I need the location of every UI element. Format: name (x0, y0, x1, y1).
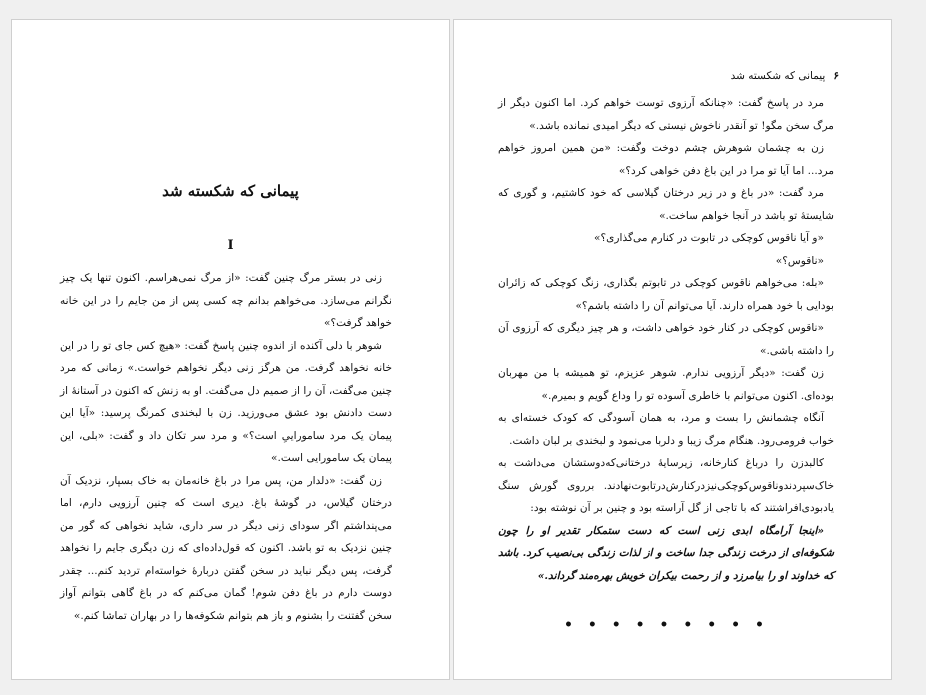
paragraph: «و آیا ناقوس کوچکی در تابوت در کنارم می‌گذاری؟» (594, 232, 824, 244)
paragraph: زن گفت: «دیگر آرزویی ندارم. شوهر عزیزم، تو همیشه با من مهربان بوده‌ای. اکنون می‌توانم با خاطری آسوده تو را وداع گویم و بمیرم.» (498, 367, 834, 402)
ornament-dot: • (587, 617, 597, 633)
right-page-body (498, 92, 834, 587)
ornament-dot: • (635, 617, 645, 633)
paragraph: آنگاه چشمانش را بست و مرد، به همان آسودگی که کودک خسته‌ای به خواب فرومی‌رود. هنگام مرگ زیبا و دلربا می‌نمود و لبخندی بر لبان داشت. (498, 412, 834, 447)
ornament-dot: • (611, 617, 621, 633)
paragraph: «ناقوس؟» (775, 254, 824, 267)
book-page-left (11, 19, 450, 680)
ornament-dot: • (564, 617, 573, 633)
ornament-dot: • (731, 617, 741, 633)
section-numeral: I (227, 238, 234, 253)
paragraph: «بله: می‌خواهم ناقوس کوچکی در تابوتم بگذاری، زنگ کوچکی که زائران بودایی با خود همراه دارند. آیا می‌توانم آن را داشته باشم؟» (498, 277, 834, 312)
running-head (508, 69, 839, 83)
left-page-body (60, 267, 392, 627)
paragraph: کالبدزن را درباغ کنارخانه، زیرسایهٔ درختانی‌که‌دوستشان می‌داشت به خاک‌سپردندوناقوس‌کوچکی‌نیز‌درکنارش‌درتابوت‌نهادند. برروی گورش سنگ یادبودی‌افراشتند که با تاجی از گل آراسته بود و چنین بر آن نوشته بود: (498, 457, 834, 514)
ornament-dot: • (707, 617, 717, 633)
paragraph: مرد گفت: «در باغ و در زیر درختان گیلاسی که خود کاشتیم، و گوری که شایستهٔ تو باشد در آنجا خواهم ساخت.» (498, 187, 834, 222)
page-number: ۶ (833, 70, 839, 82)
paragraph: شوهر با دلی آکنده از اندوه چنین پاسخ گفت: «هیچ کس جای تو را در این خانه نخواهد گرفت. من هرگز زنی دیگر نخواهم خواست.» زمانی که مرد چنین می‌گفت، آن را از صمیم دل می‌گفت. او به زنش که اکنون در آستانهٔ از دست دادنش بود عشق می‌ورزید. زن با لبخندی کمرنگ پرسید: «آیا این پیمان یک مرد ساموراییِ است؟» و مرد سر تکان داد و گفت: «بلی، این پیمان یک سامورایی است.» (60, 339, 392, 464)
paragraph: زن گفت: «دلدار من، پس مرا در باغ خانه‌مان به خاک بسپار، نزدیک آن درختان گیلاس، در گوشهٔ باغ. دیری است که چنین آرزویی دارم، اما می‌پنداشتم اگر سودای زنی دیگر در سر داری، شاید نخواهی که گور من چنین نزدیک به تو باشد. اکنون که قول‌داده‌ای که زن دیگری جایم را نخواهد گرفت، پس دیگر نباید در سخن گفتن دربارهٔ خواسته‌ام تردید کنم... چقدر دوست دارم در باغ دفن شوم! گمان می‌کنم که در باغ گاهی بتوانم آواز سخن گفتنت را بشنوم و باز هم بتوانم شکوفه‌ها را در بهاران تماشا کنم.» (60, 474, 392, 622)
ornament-dot: • (659, 617, 669, 633)
ornament-dot: • (683, 617, 693, 633)
paragraph: زن به چشمان شوهرش چشم دوخت وگفت: «من همین امروز خواهم مرد... اما آیا تو مرا در این باغ دفن خواهی کرد؟» (498, 142, 834, 177)
book-page-right (453, 19, 892, 680)
running-head-title: پیمانی که شکسته شد (730, 70, 826, 82)
chapter-title: پیمانی که شکسته شد (162, 182, 299, 200)
section-break-ornament (564, 617, 764, 633)
ornament-dot: • (755, 617, 764, 633)
paragraph: زنی در بستر مرگ چنین گفت: «از مرگ نمی‌هراسم. اکنون تنها یک چیز نگرانم می‌سازد. می‌خواهم بدانم چه کسی پس از من جایم را در این خانه خواهد گرفت؟» (60, 272, 392, 329)
paragraph: «ناقوس کوچکی در کنار خود خواهی داشت، و هر چیز دیگری که آرزوی آن را داشته باشی.» (498, 322, 834, 357)
paragraph: مرد در پاسخ گفت: «چنانکه آرزوی توست خواهم کرد. اما اکنون دیگر از مرگ سخن مگو! تو آنقدر ناخوش نیستی که دیگر امیدی نمانده باشد.» (498, 97, 834, 132)
epitaph-paragraph: «اینجا آرامگاه ابدی زنی است که دست ستمکار تقدیر او را چون شکوفه‌ای از درخت زندگی جدا ساخت و از لذات زندگی بی‌نصیب کرد. باشد که خداوند او را بیامرزد و از رحمت بیکران خویش بهره‌مند گرداند.» (498, 524, 834, 582)
